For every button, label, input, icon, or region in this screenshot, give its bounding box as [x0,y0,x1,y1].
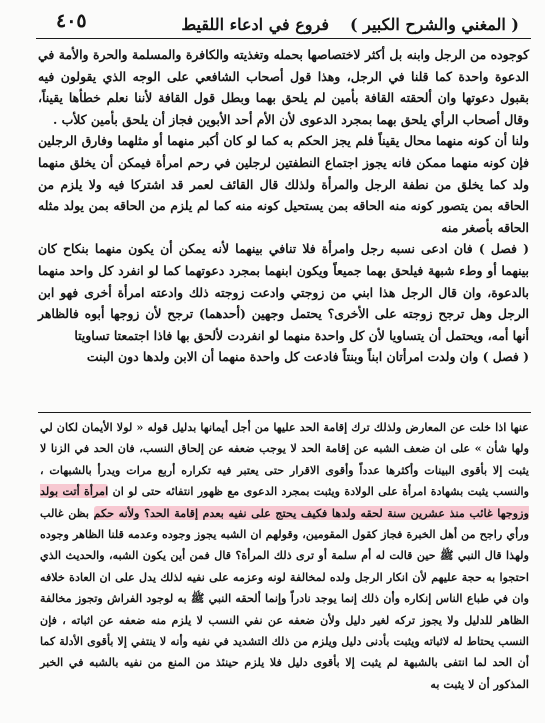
footnote-text [40,417,529,695]
main-paragraph: ( فصل ) وان ولدت امرأتان ابناً وبنتاً فادعت كل واحدة منهما أن الابن ولدها دون البنت [86,349,529,365]
main-text [38,44,529,368]
header-divider [36,38,531,39]
footnote-text-part: بظن غالب ورأي راجح من أهل الخبرة فجاز كقول المقومين، وقولهم ان الشبه يجوز وجوده وعدمه قلنا الظاهر وجوده ولهذا قال النبي ﷺ حين قالت له أم سلمة أو ترى ذلك المرأة؟ قال فمن أين يكون الشبه، والحديث الذي احتجوا به حجة عليهم لأن انكار الرجل ولده لمخالفة لونه وعزمه على نفيه لذلك يدل على ان العادة خلافه وان في طباع الناس إنكاره وأن ذلك إنما يوجد نادراً وإنما ألحقه النبي ﷺ به لوجود الفراش وتجوز مخالفة الظاهر للدليل ولا يجوز تركه لغير دليل ولأن ضعفه عن نفي النسب لا يلزم منه ضعفه عن اثباته ، فإن النسب يحتاط له لاثباته ويثبت بأدنى دليل ويلزم من ذلك التشديد في نفيه وأنه لا ينتفي إلا بأقوى الأدلة كما أن الحد لما انتفى بالشبهة لم يثبت إلا بأقوى دليل فلا يلزم حينئذ من المنع من نفيه بالشبه في الخبر المذكور أن لا يثبت به [40,505,529,691]
highlighted-text: امرأة أتت بولد وزوجها غائب منذ عشرين سنة لحقه ولدها فكيف يحتج على نفيه بعدم إقامة الحد؟ ولأنه حكم [40,484,529,520]
main-paragraph: ( فصل ) فان ادعى نسبه رجل وامرأة فلا تنافي بينهما لأنه يمكن أن يكون منهما بنكاح كان بينهما أو وطء شبهة فيلحق بهما جميعاً ويكون ابنهما بمجرد دعوتهما كما لو انفرد كل واحد منهما بالدعوة، وان قال الرجل هذا ابني من زوجتي وادعت زوجته ذلك وادعته امرأة أخرى فهو ابن الرجل وهل ترجح زوجته على الأخرى؟ يحتمل وجهين (أحدهما) ترجح لأن زوجها أبوه فالظاهر أنها أمه، ويحتمل أن يتساويا لأن كل واحدة منهما لو انفردت لألحق بها فاذا اجتمعتا تساويتا [38,241,529,343]
book-title: ( المغني والشرح الكبير ) [350,15,519,34]
chapter-title: فروع في ادعاء اللقيط [181,15,329,34]
main-paragraph: ولنا أن كونه منهما محال يقيناً فلم يجز الحكم به كما لو كان أكبر منهما أو مثلهما وفارق الرجلين فإن كونه منهما ممكن فانه يجوز اجتماع النطفتين لرجلين في رحم امرأة فيمكن أن يخلق منهما ولد كما يخلق من نطفة الرجل والمرأة ولذلك قال القائف لعمر قد اشتركا فيه ولا يلزم من الحاقه بمن يتصور كونه منه الحاقه بمن يستحيل كونه منه كما لم يلزم من الحاقه بمن يولد مثله الحاقه بأصغر منه [38,133,529,235]
main-paragraph: كوجوده من الرجل وابنه بل أكثر لاختصاصها بحمله وتغذيته والكافرة والمسلمة والحرة والأمة في الدعوة واحدة كما قلنا في الرجل، وهذا قول أصحاب الشافعي على الوجه الذي يقولون فيه بقبول دعوتها وان ألحقته القافة بأمين لم يلحق بهما وبطل قول القافة لأننا نعلم خطأها يقيناً، وقال أصحاب الرأي يلحق بهما بمجرد الدعوى لأن الأم أحد الأبوين فجاز أن يلحق بأمين كلأب . [38,47,529,127]
footnote-divider [38,412,531,413]
footnote-text-part: عنها اذا خلت عن المعارض ولذلك ترك إقامة الحد عليها من أجل أيمانها بدليل قوله « لولا الأيمان لكان لي ولها شأن » على ان ضعف الشبه عن إقامة الحد لا يوجب ضعفه عن إلحاق النسب، فان الحد في الزنا لا يثبت إلا بأقوى البينات وأكثرها عدداً وأقوى الاقرار حتى يعتبر فيه تكراره أربع مرات ويدرأ بالشبهات ، والنسب يثبت بشهادة امرأة على الولادة ويثبت بمجرد الدعوى مع ظهور انتفائه حتى لو ان [40,420,529,499]
page-number: ٤٠٥ [56,10,87,32]
footnote-paragraph [40,417,529,695]
page-header [52,8,527,38]
